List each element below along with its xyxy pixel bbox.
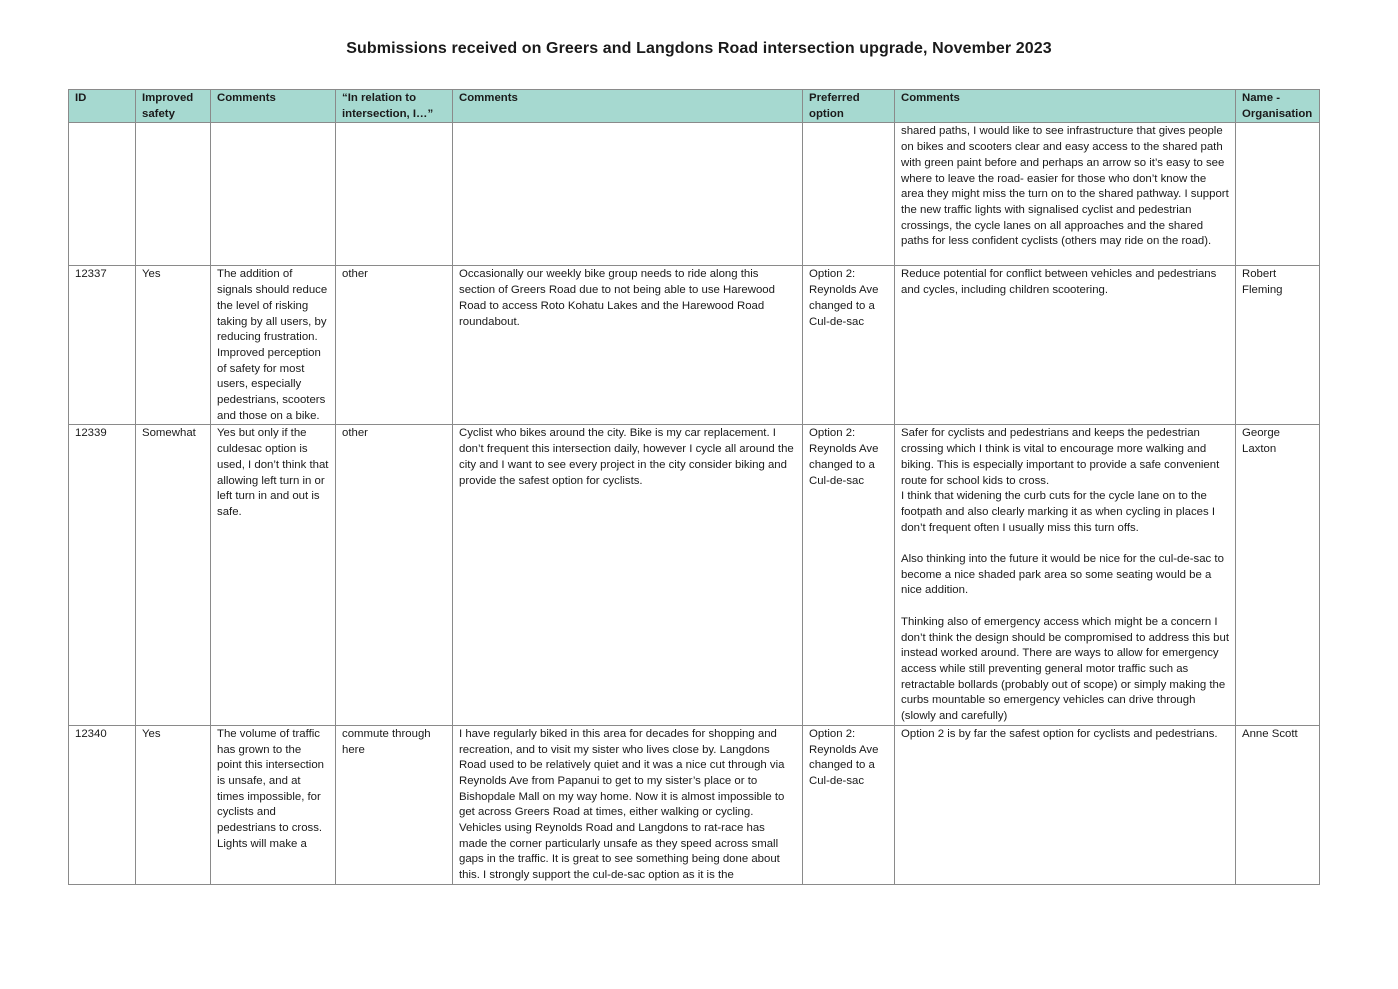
cell-comments-option: Safer for cyclists and pedestrians and keeps the pedestrian crossing which I think is vital to encourage more walking and biking. This is especially important to provide a safe convenient route for school kids to cross. I think that widening the curb cuts for the cycle lane on to the footpath and also clearly marking it as when cycling in places I don’t frequent often I usually miss this turn offs. Also thinking into the future it would be nice for the cul-de-sac to become a nice shaded park area so some seating would be a nice addition. Thinking also of emergency access which might be a concern I don’t think the design should be compromised to address this but instead worked around. There are ways to allow for emergency access while still preventing general motor traffic such as retractable bollards (probably out of scope) or simply making the curbs mountable so emergency vehicles can drive through (slowly and carefully) <box>895 425 1236 725</box>
cell-comments-relation: Occasionally our weekly bike group needs to ride along this section of Greers Road due to not being able to use Harewood Road to access Roto Kohatu Lakes and the Harewood Road roundabout. <box>453 266 803 425</box>
cell-relation: commute through here <box>336 725 453 884</box>
cell-id: 12340 <box>69 725 136 884</box>
cell-comments-relation: Cyclist who bikes around the city. Bike is my car replacement. I don’t frequent this intersection daily, however I cycle all around the city and I want to see every project in the city consider biking and provide the safest option for cyclists. <box>453 425 803 725</box>
cell-preferred-option: Option 2: Reynolds Ave changed to a Cul-de-sac <box>803 425 895 725</box>
cell-id: 12337 <box>69 266 136 425</box>
cell-id <box>69 123 136 266</box>
header-row <box>69 90 1320 123</box>
cell-comments-relation <box>453 123 803 266</box>
cell-comments-option: Option 2 is by far the safest option for cyclists and pedestrians. <box>895 725 1236 884</box>
cell-comments-safety: The volume of traffic has grown to the point this intersection is unsafe, and at times impossible, for cyclists and pedestrians to cross. Lights will make a <box>211 725 336 884</box>
cell-safety: Yes <box>136 725 211 884</box>
cell-comments-option: Reduce potential for conflict between vehicles and pedestrians and cycles, including children scootering. <box>895 266 1236 425</box>
cell-relation: other <box>336 266 453 425</box>
cell-id: 12339 <box>69 425 136 725</box>
table-row <box>69 266 1320 425</box>
cell-name <box>1236 123 1320 266</box>
cell-preferred-option: Option 2: Reynolds Ave changed to a Cul-de-sac <box>803 266 895 425</box>
cell-comments-relation: I have regularly biked in this area for decades for shopping and recreation, and to visit my sister who lives close by. Langdons Road used to be relatively quiet and it was a nice cut through via Reynolds Ave from Papanui to get to my sister’s place or to Bishopdale Mall on my way home. Now it is almost impossible to get across Greers Road at times, either walking or cycling. Vehicles using Reynolds Road and Langdons to rat-race has made the corner particularly unsafe as they speed across small gaps in the traffic. It is great to see something being done about this. I strongly support the cul-de-sac option as it is the <box>453 725 803 884</box>
header-preferred-option: Preferred option <box>803 90 895 123</box>
cell-comments-option: shared paths, I would like to see infrastructure that gives people on bikes and scooters clear and easy access to the shared path with green paint before and perhaps an arrow so it’s easy to see where to leave the road- easier for those who don’t know the area they might miss the turn on to the shared pathway. I support the new traffic lights with signalised cyclist and pedestrian crossings, the cycle lanes on all approaches and the shared paths for less confident cyclists (others may ride on the road). <box>895 123 1236 266</box>
cell-preferred-option <box>803 123 895 266</box>
cell-relation: other <box>336 425 453 725</box>
cell-comments-safety: Yes but only if the culdesac option is used, I don’t think that allowing left turn in or left turn in and out is safe. <box>211 425 336 725</box>
cell-safety <box>136 123 211 266</box>
header-relation: “In relation to intersection, I…” <box>336 90 453 123</box>
cell-comments-safety: The addition of signals should reduce the level of risking taking by all users, by reducing frustration. Improved perception of safety for most users, especially pedestrians, scooters and those on a bike. <box>211 266 336 425</box>
cell-relation <box>336 123 453 266</box>
submissions-table <box>68 89 1320 885</box>
page-title: Submissions received on Greers and Langdons Road intersection upgrade, November 2023 <box>346 40 1052 57</box>
table-row <box>69 425 1320 725</box>
cell-comments-safety <box>211 123 336 266</box>
cell-name: Anne Scott <box>1236 725 1320 884</box>
cell-name: Robert Fleming <box>1236 266 1320 425</box>
header-improved-safety: Improved safety <box>136 90 211 123</box>
header-comments-safety: Comments <box>211 90 336 123</box>
table-row <box>69 123 1320 266</box>
header-name-organisation: Name - Organisation <box>1236 90 1320 123</box>
header-comments-relation: Comments <box>453 90 803 123</box>
header-comments-option: Comments <box>895 90 1236 123</box>
cell-preferred-option: Option 2: Reynolds Ave changed to a Cul-de-sac <box>803 725 895 884</box>
cell-name: George Laxton <box>1236 425 1320 725</box>
table-row <box>69 725 1320 884</box>
cell-safety: Yes <box>136 266 211 425</box>
header-id: ID <box>69 90 136 123</box>
cell-safety: Somewhat <box>136 425 211 725</box>
